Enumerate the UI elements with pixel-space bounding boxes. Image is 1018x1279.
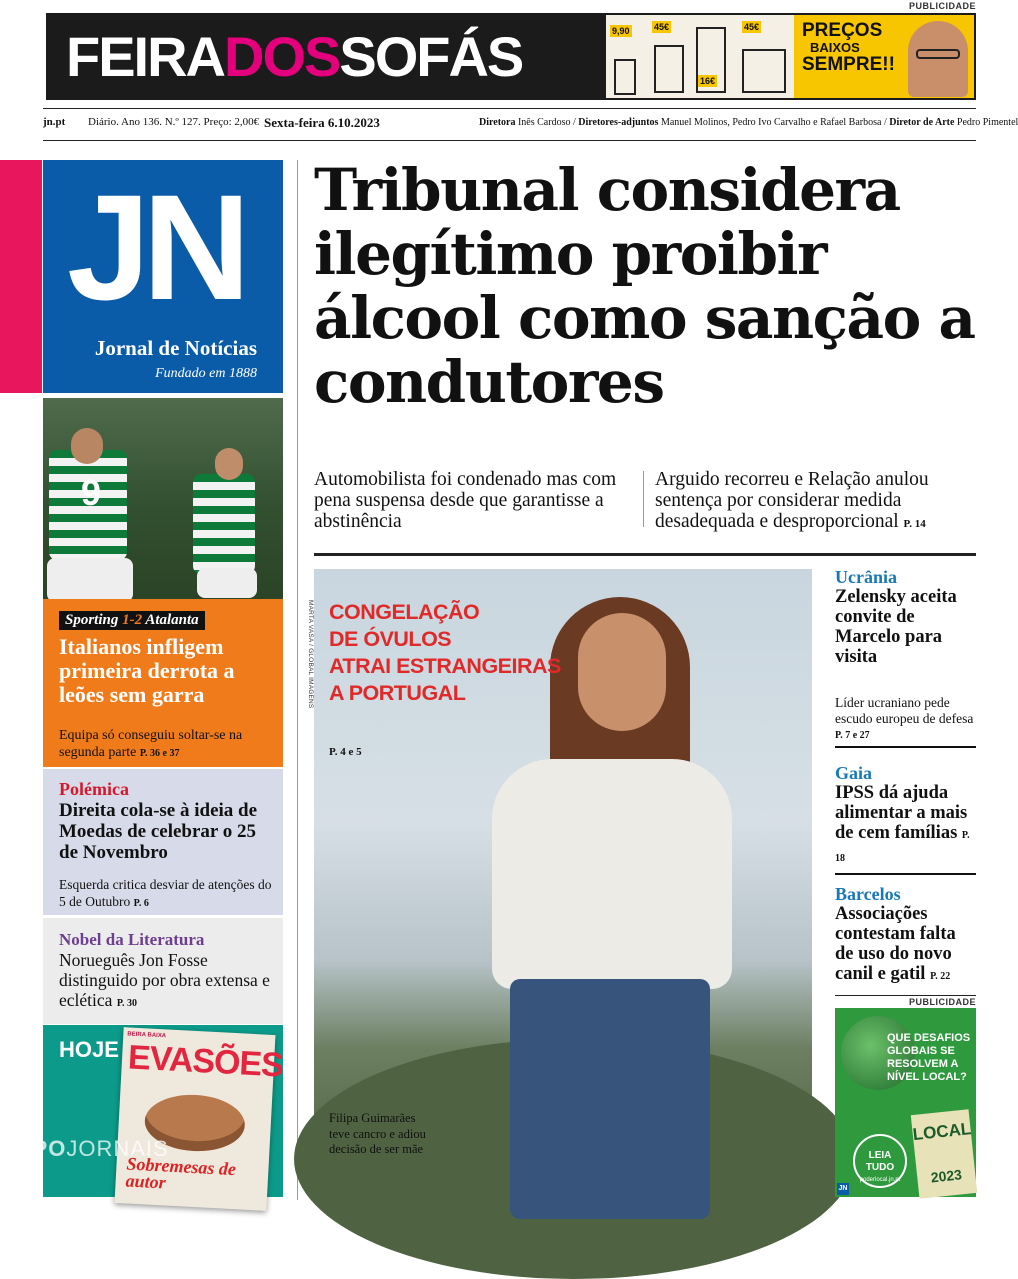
politics-headline: Direita cola-se à ideia de Moedas de celebrar o 25 de Novembro: [59, 800, 258, 863]
local-magazine: LOCAL 2023: [911, 1109, 977, 1199]
gaia-story[interactable]: Gaia IPSS dá ajuda alimentar a mais de cem famílias P. 18: [835, 763, 970, 864]
evasoes-supplement[interactable]: [43, 1025, 283, 1197]
lead-deck-left: Automobilista foi condenado mas com pena suspensa desde que garantisse a abstinência: [314, 469, 617, 532]
price-tag: 9,90: [612, 26, 630, 36]
column-divider: [297, 160, 298, 1200]
poder-local-advert[interactable]: QUE DESAFIOS GLOBAIS SE RESOLVEM A NÍVEL LOCAL? LEIA TUDO poderlocal.jn.pt LOCAL 2023 JN: [835, 1008, 976, 1197]
jn-logo[interactable]: JN Jornal de Notícias Fundado em 1888: [43, 160, 283, 393]
sapo-jornais-watermark: SAPOJORNAIS: [0, 1136, 169, 1161]
divider: [835, 995, 976, 996]
photo-credit: MARTA VASA / GLOBAL IMAGENS: [307, 600, 314, 709]
advert-person-image: [908, 21, 968, 97]
advert-label: PUBLICIDADE: [908, 1, 976, 11]
politics-story[interactable]: [43, 769, 283, 915]
advert-promo: PREÇOS BAIXOS SEMPRE!!: [794, 15, 974, 98]
glasses-icon: [916, 49, 960, 59]
nobel-kicker: Nobel da Literatura: [59, 930, 205, 949]
lead-deck-right: Arguido recorreu e Relação anulou sentença por considerar medida desadequada e desproporcional P. 14: [655, 469, 929, 532]
sport-summary: Equipa só conseguiu soltar-se na segunda parte P. 36 e 37: [59, 728, 243, 760]
price-tag: 45€: [654, 22, 670, 32]
barcelos-story[interactable]: Barcelos Associações contestam falta de uso do novo canil e gatil P. 22: [835, 884, 956, 984]
hoje-label: HOJE: [59, 1037, 119, 1062]
advert-label: PUBLICIDADE: [908, 997, 976, 1007]
brand-accent-bar: [0, 160, 42, 393]
feature-headline[interactable]: CONGELAÇÃO DE ÓVULOS ATRAI ESTRANGEIRAS A PORTUGAL: [329, 600, 561, 705]
advert-products-image: [606, 15, 794, 98]
sport-headline: Italianos infligem primeira derrota a leões sem garra: [59, 634, 235, 707]
sporting-match-photo[interactable]: 9: [43, 398, 283, 599]
politics-kicker: Polémica: [59, 779, 129, 799]
deck-divider: [643, 471, 644, 527]
edition-date: Sexta-feira 6.10.2023: [264, 115, 380, 130]
divider: [835, 746, 976, 748]
feature-page-ref: P. 4 e 5: [329, 746, 362, 758]
price-tag: 16€: [700, 76, 716, 86]
site-link[interactable]: jn.pt: [43, 116, 66, 128]
feature-caption: Filipa Guimarães teve cancro e adiou decisão de ser mãe: [329, 1111, 426, 1156]
price-tag: 45€: [744, 22, 760, 32]
advert-brand: FEIRADOSSOFÁS: [66, 25, 523, 88]
divider: [314, 553, 976, 556]
divider: [43, 108, 976, 109]
read-all-button[interactable]: LEIA TUDO poderlocal.jn.pt: [853, 1134, 907, 1188]
sport-kicker: Sporting 1-2 Atalanta: [59, 611, 205, 630]
lead-headline[interactable]: Tribunal considera ilegítimo proibir álcool como sanção a condutores: [314, 156, 975, 416]
sport-story[interactable]: [43, 599, 283, 767]
jn-mini-logo: JN: [837, 1183, 849, 1195]
ukraine-story[interactable]: Ucrânia Zelensky aceita convite de Marcelo para visita Líder ucraniano pede escudo europeu de defesa P. 7 e 27: [835, 567, 974, 741]
divider: [43, 140, 976, 141]
politics-summary: Esquerda critica desviar de atenções do 5 de Outubro P. 6: [59, 877, 272, 909]
evasoes-cover: BEIRA BAIXA EVASÕES Sobremesas de autor: [114, 1027, 275, 1211]
nobel-story[interactable]: [43, 918, 283, 1024]
staff-credits: Diretora Inês Cardoso / Diretores-adjuntos Manuel Molinos, Pedro Ivo Carvalho e Rafael Barbosa / Diretor de Arte Pedro Pimentel: [479, 117, 1018, 128]
issue-info: Diário. Ano 136. N.º 127. Preço: 2,00€: [88, 116, 260, 128]
top-advert[interactable]: [46, 13, 976, 100]
nobel-headline: Norueguês Jon Fosse distinguido por obra extensa e eclética P. 30: [59, 950, 270, 1010]
divider: [835, 873, 976, 875]
